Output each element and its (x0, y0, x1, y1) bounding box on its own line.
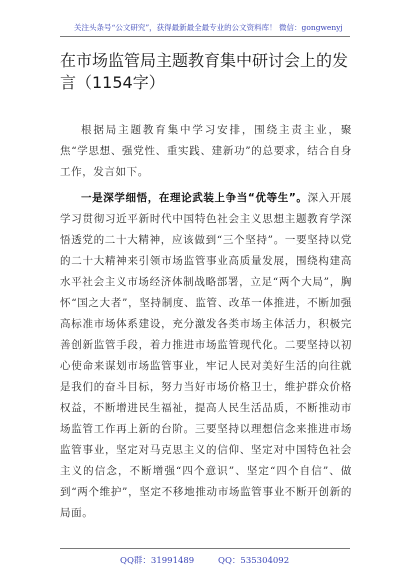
section-1-paragraph (60, 188, 352, 524)
document-title: 在市场监管局主题教育集中研讨会上的发言（1154字） (60, 51, 349, 92)
intro-paragraph: 根据局主题教育集中学习安排，围绕主责主业，聚焦“学思想、强党性、重实践、建新功”的总要求，结合自身工作，发言如下。 (60, 124, 352, 178)
footer-qq-contact: QQ：535304092 (218, 556, 290, 566)
footer-qq-group: QQ群：31991489 (120, 556, 195, 566)
document-body (60, 120, 352, 529)
section-1-body: 深入开展学习贯彻习近平新时代中国特色社会主义思想主题教育学深悟透党的二十大精神，应该做到“三个坚持”。一要坚持以党的二十大精神来引领市场监管事业高质量发展，围绕构建高水平社会主义市场经济体制战略部署，立足“两个大局”，胸怀“国之大者”，坚持制度、监管、改革一体推进，不断加强高标准市场体系建设，充分激发各类市场主体活力，积极完善创新监管手段，着力推进市场监管现代化。二要坚持以初心使命来谋划市场监管事业，牢记人民对美好生活的向往就是我们的奋斗目标，努力当好市场价格卫士，维护群众价格权益，不断增进民生福祉，提高人民生活品质，不断推动市场监管工作再上新的台阶。三要坚持以理想信念来推进市场监管事业，坚定对马克思主义的信仰、坚定对中国特色社会主义的信念，不断增强“四个意识”、坚定“四个自信”、做到“两个维护”，坚定不移地推动市场监管事业不断开创新的局面。 (60, 192, 353, 519)
section-1-lead: 一是深学细悟，在理论武装上争当“优等生”。 (81, 192, 308, 204)
header-banner (60, 22, 350, 37)
header-banner-text: 关注头条号“公文研究”，获得最新最全最专业的公文资料库！ 微信：gongwenyj (74, 23, 343, 32)
footer (60, 548, 350, 569)
